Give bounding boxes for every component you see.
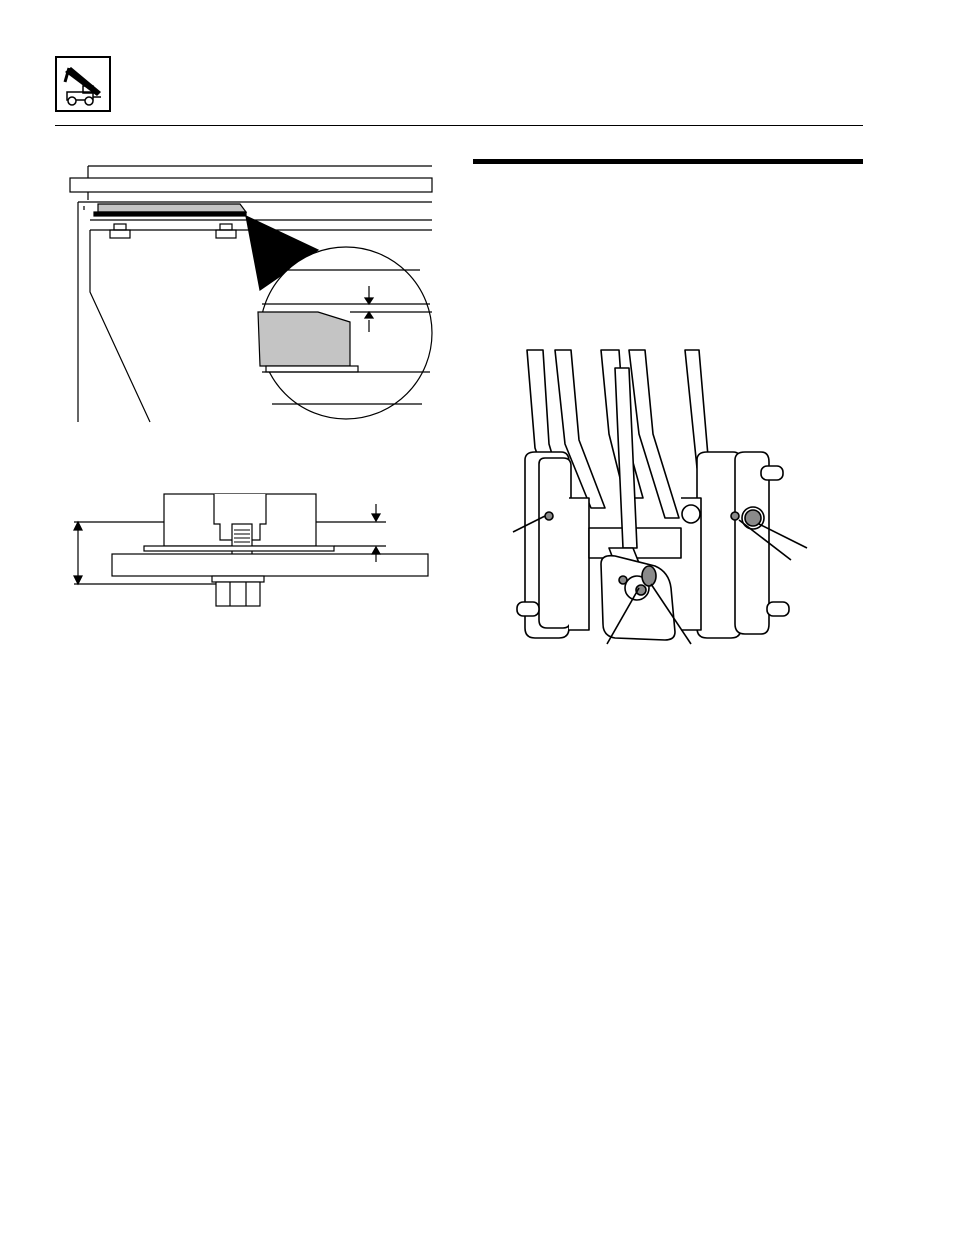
header-logo — [55, 56, 111, 112]
wear-pad-clearance-figure — [60, 160, 440, 440]
telehandler-boom-icon — [57, 58, 109, 110]
wear-pad-shim-section-icon — [74, 494, 428, 606]
header-rule — [55, 125, 863, 126]
wear-pad-section-figure — [60, 488, 440, 618]
section-heading-bar — [473, 159, 863, 164]
wear-pad-clearance-icon — [70, 166, 432, 422]
boom-head-pivot-pins-icon — [513, 350, 807, 644]
boom-head-pins-figure — [505, 348, 815, 648]
